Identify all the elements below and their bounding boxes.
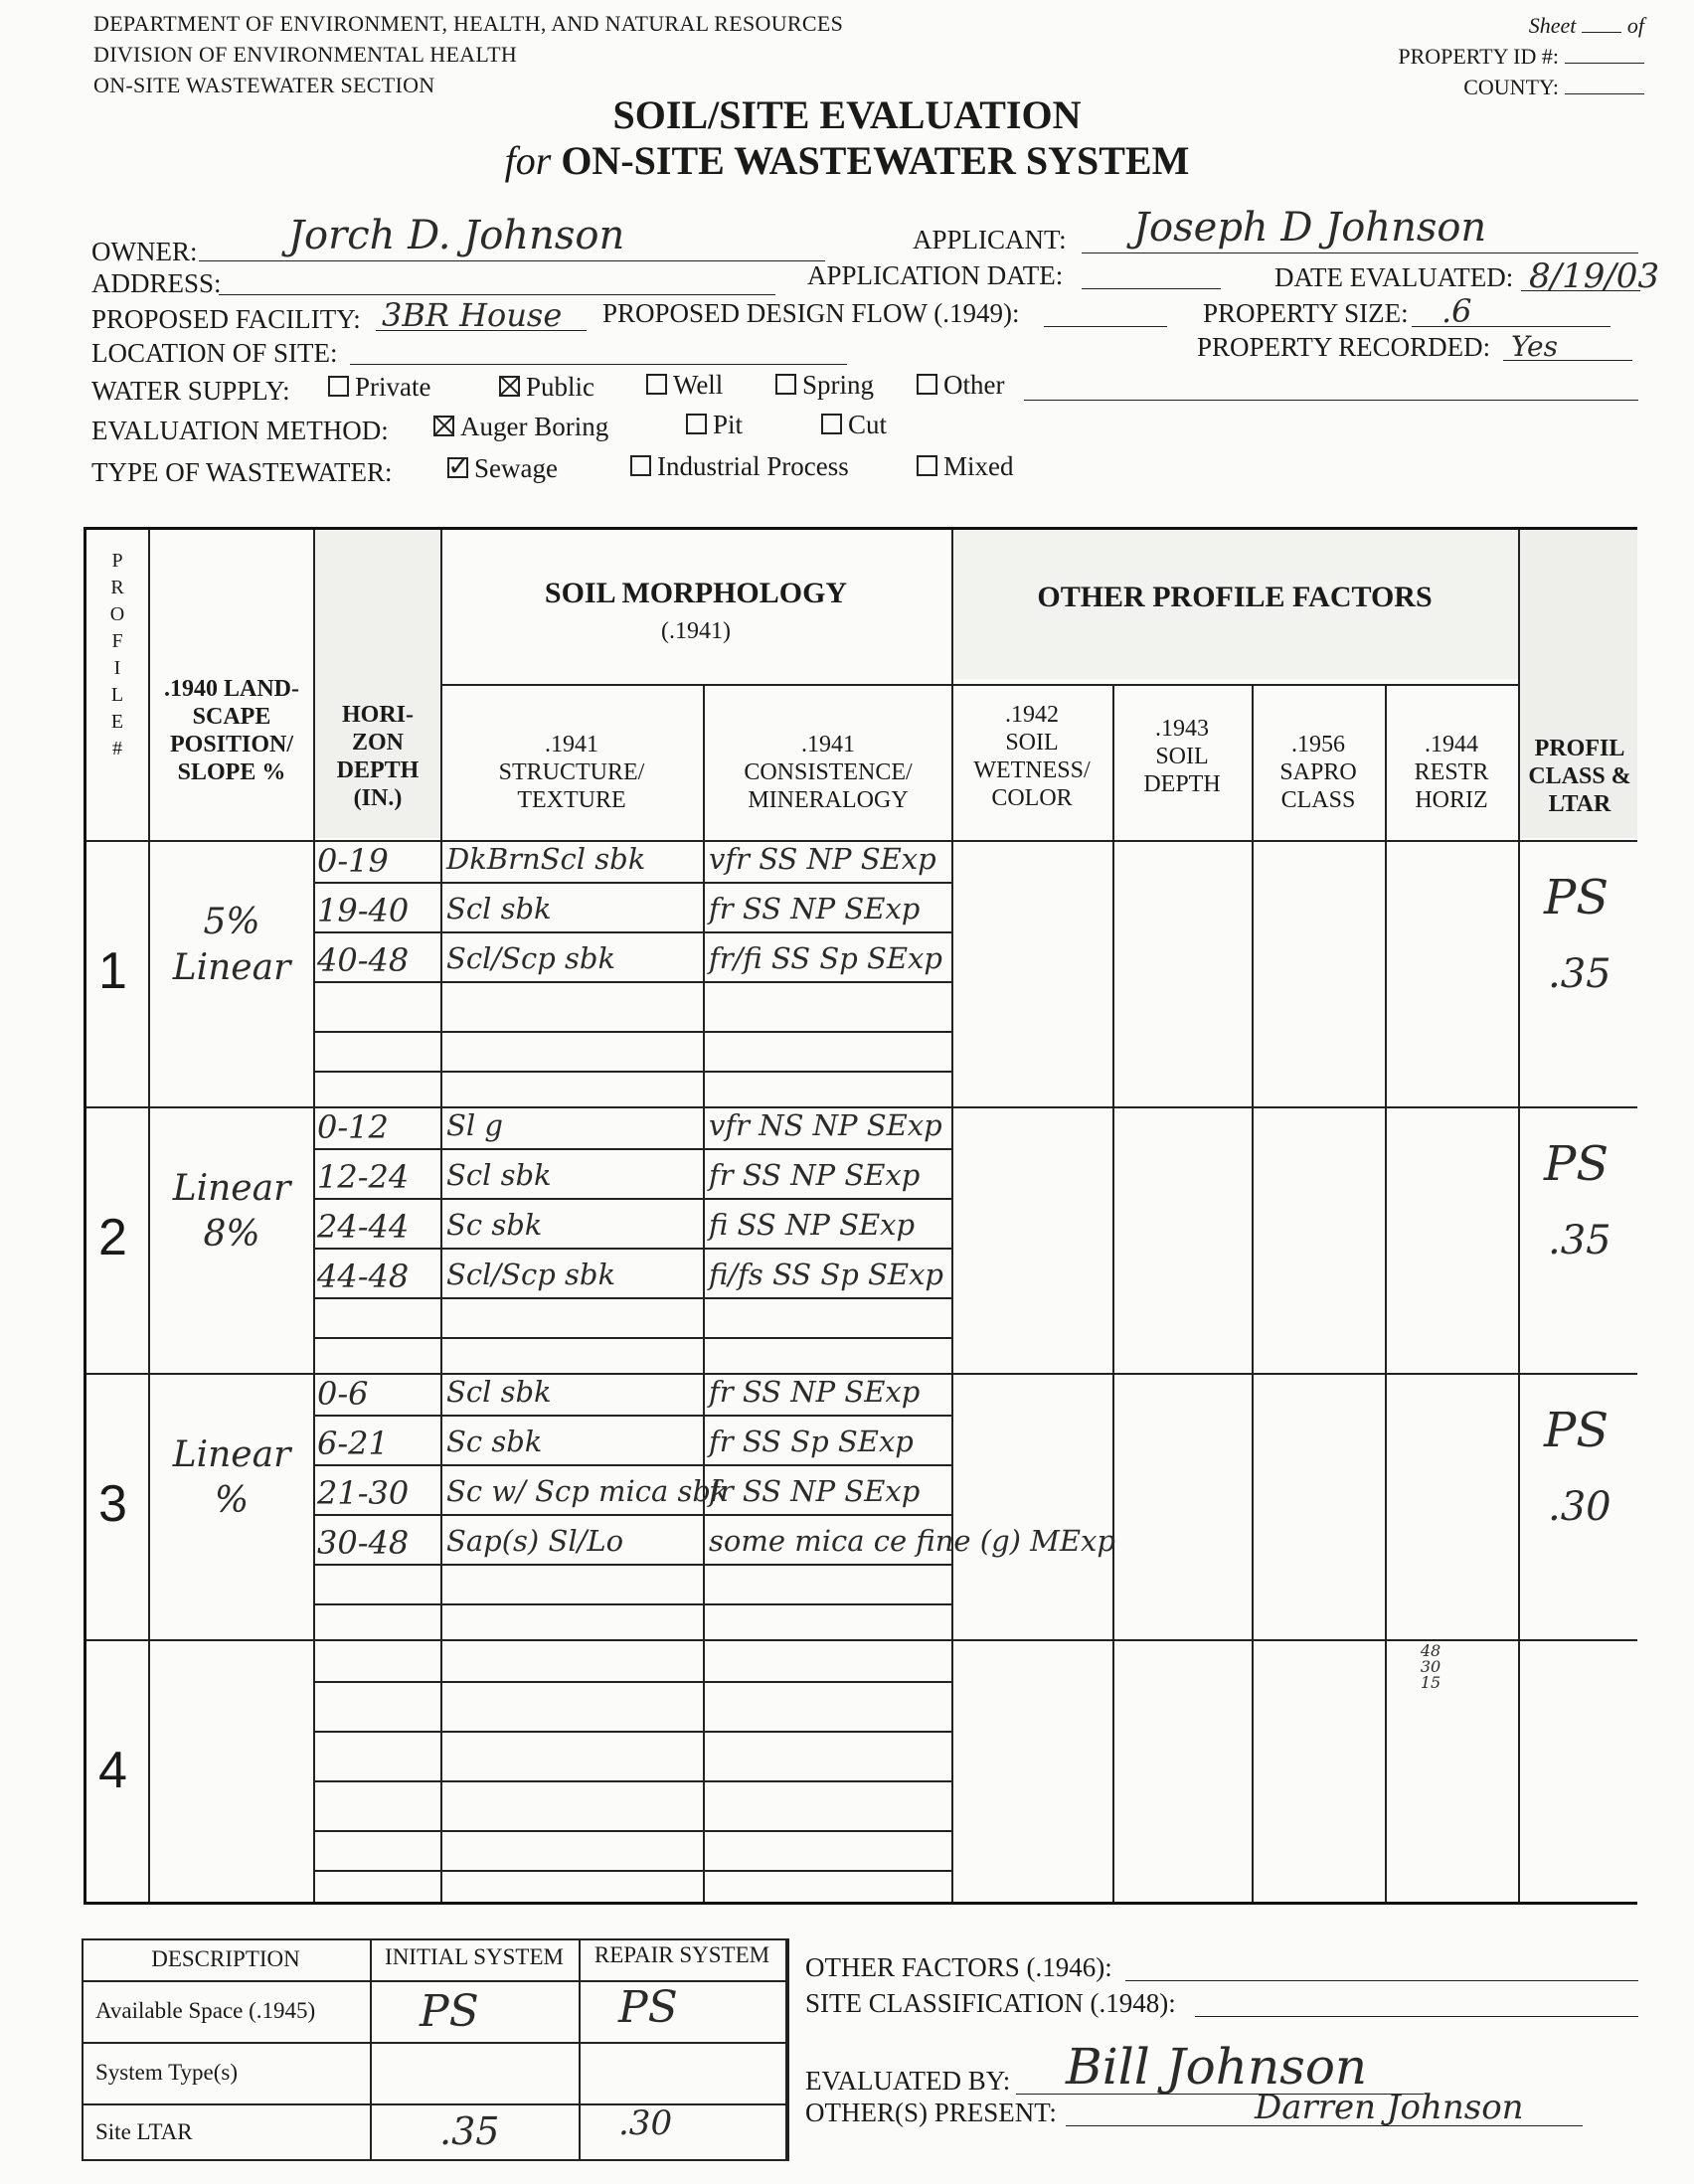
structure-texture-value[interactable]: Scl/Scp sbk — [446, 1258, 616, 1291]
horizon-depth-value[interactable]: 6-21 — [317, 1425, 389, 1462]
water-spring-option[interactable]: Spring — [775, 370, 874, 401]
location-label: LOCATION OF SITE: — [91, 338, 338, 368]
horizon-depth-value[interactable]: 21-30 — [317, 1474, 410, 1512]
property-recorded-value[interactable]: Yes — [1511, 330, 1558, 363]
consistence-value[interactable]: fr SS Sp SExp — [709, 1425, 914, 1458]
profile-ltar-value[interactable]: .30 — [1548, 1484, 1611, 1530]
available-space-label: Available Space (.1945) — [95, 1998, 316, 2023]
form-subtitle: for ON-SITE WASTEWATER SYSTEM — [504, 138, 1190, 183]
consistence-value[interactable]: fr SS NP SExp — [709, 1375, 921, 1409]
water-other-option[interactable]: Other — [917, 370, 1004, 401]
structure-texture-value[interactable]: Sap(s) Sl/Lo — [446, 1524, 624, 1558]
structure-texture-value[interactable]: Scl sbk — [446, 1375, 552, 1409]
horizon-depth-value[interactable]: 44-48 — [317, 1258, 410, 1295]
applicant-value[interactable]: Joseph D Johnson — [1133, 205, 1487, 251]
applicant-label: APPLICANT: — [913, 225, 1067, 254]
address-label: ADDRESS: — [91, 268, 222, 298]
profile-ltar-value[interactable]: .35 — [1548, 951, 1611, 997]
available-space-initial[interactable]: PS — [420, 1986, 479, 2037]
consistence-column-header: .1941 CONSISTENCE/ MINERALOGY — [744, 732, 913, 813]
landscape-value[interactable]: Linear % — [172, 1434, 291, 1521]
structure-texture-value[interactable]: Scl sbk — [446, 892, 552, 925]
consistence-value[interactable]: fr SS NP SExp — [709, 1474, 921, 1508]
horizon-depth-value[interactable]: 0-19 — [317, 842, 389, 880]
site-classification-label: SITE CLASSIFICATION (.1948): — [805, 1988, 1176, 2018]
property-size-value[interactable]: .6 — [1441, 292, 1472, 330]
water-well-option[interactable]: Well — [646, 370, 723, 401]
structure-texture-value[interactable]: Scl/Scp sbk — [446, 941, 616, 975]
consistence-value[interactable]: fi SS NP SExp — [709, 1208, 916, 1242]
sapro-column-header: .1956 SAPRO CLASS — [1279, 732, 1357, 813]
profile-number: 3 — [98, 1475, 127, 1533]
wetness-column-header: .1942 SOIL WETNESS/ COLOR — [973, 702, 1091, 811]
structure-texture-value[interactable]: Sc w/ Scp mica sbk — [446, 1474, 729, 1508]
division-line: DIVISION OF ENVIRONMENTAL HEALTH — [93, 42, 518, 67]
wastewater-type-label: TYPE OF WASTEWATER: — [91, 457, 393, 487]
evaluation-method-label: EVALUATION METHOD: — [91, 416, 389, 445]
others-present-label: OTHER(S) PRESENT: — [805, 2098, 1057, 2127]
checkbox-icon — [821, 414, 842, 434]
horizon-depth-value[interactable]: 24-44 — [317, 1208, 410, 1246]
eval-pit-option[interactable]: Pit — [686, 410, 743, 440]
sheet-info — [1398, 10, 1644, 102]
restr-horiz-note[interactable]: 48 30 15 — [1420, 1641, 1441, 1692]
profile-number: 4 — [98, 1742, 127, 1799]
consistence-value[interactable]: vfr NS NP SExp — [709, 1108, 942, 1142]
horizon-column-header: HORI-ZON DEPTH (IN.) — [336, 702, 420, 811]
soil-evaluation-table — [84, 527, 1637, 1905]
landscape-column-header: .1940 LAND-SCAPE POSITION/ SLOPE % — [164, 676, 299, 785]
landscape-value[interactable]: Linear 8% — [172, 1168, 291, 1255]
soil-morphology-code: (.1941) — [661, 618, 731, 644]
eval-auger-option[interactable]: Auger Boring — [433, 412, 608, 442]
available-space-repair[interactable]: PS — [618, 1982, 678, 2033]
consistence-value[interactable]: fi/fs SS Sp SExp — [709, 1258, 943, 1291]
structure-column-header: .1941 STRUCTURE/ TEXTURE — [498, 732, 645, 813]
soil-morphology-header: SOIL MORPHOLOGY — [544, 577, 848, 609]
checked-checkbox-icon — [433, 416, 454, 436]
ww-mixed-option[interactable]: Mixed — [917, 451, 1014, 482]
structure-texture-value[interactable]: Scl sbk — [446, 1158, 552, 1192]
checkbox-icon — [328, 376, 349, 397]
bottom-section — [82, 1938, 1642, 2162]
landscape-value[interactable]: 5% Linear — [172, 902, 291, 988]
horizon-depth-value[interactable]: 0-6 — [317, 1375, 369, 1413]
checkbox-icon — [630, 455, 651, 476]
department-line: DEPARTMENT OF ENVIRONMENT, HEALTH, AND NATURAL RESOURCES — [93, 11, 844, 36]
structure-texture-value[interactable]: Sc sbk — [446, 1425, 543, 1458]
design-flow-label: PROPOSED DESIGN FLOW (.1949): — [602, 298, 1020, 328]
horizon-depth-value[interactable]: 19-40 — [317, 892, 410, 929]
department-header — [93, 8, 843, 100]
other-factors-label: OTHER FACTORS (.1946): — [805, 1952, 1112, 1982]
description-header: DESCRIPTION — [151, 1946, 300, 1971]
horizon-depth-value[interactable]: 0-12 — [317, 1108, 389, 1146]
date-evaluated-value[interactable]: 8/19/03 — [1529, 256, 1660, 296]
site-ltar-initial[interactable]: .35 — [439, 2109, 500, 2153]
property-size-label: PROPERTY SIZE: — [1203, 298, 1409, 328]
other-profile-factors-header: OTHER PROFILE FACTORS — [1037, 581, 1433, 613]
checked-checkbox-icon — [499, 376, 520, 397]
profile-class-value[interactable]: PS — [1544, 1403, 1609, 1458]
proposed-facility-label: PROPOSED FACILITY: — [91, 304, 361, 334]
system-type-label: System Type(s) — [95, 2060, 238, 2085]
checkbox-icon — [917, 374, 937, 395]
owner-label: OWNER: — [91, 237, 198, 266]
of-label: of — [1626, 13, 1644, 38]
evaluated-by-label: EVALUATED BY: — [805, 2066, 1011, 2096]
profile-class-column-header: PROFIL CLASS & LTAR — [1528, 736, 1631, 817]
structure-texture-value[interactable]: Sc sbk — [446, 1208, 543, 1242]
checkbox-icon — [686, 414, 707, 434]
consistence-value[interactable]: fr SS NP SExp — [709, 892, 921, 925]
ww-industrial-option[interactable]: Industrial Process — [630, 451, 849, 482]
county-label: COUNTY: — [1463, 75, 1559, 99]
consistence-value[interactable]: fr SS NP SExp — [709, 1158, 921, 1192]
horizon-depth-value[interactable]: 40-48 — [317, 941, 410, 979]
structure-texture-value[interactable]: DkBrnScl sbk — [446, 842, 646, 876]
section-line: ON-SITE WASTEWATER SECTION — [93, 73, 435, 97]
site-ltar-repair[interactable]: .30 — [618, 2103, 673, 2143]
evaluated-by-signature[interactable]: Bill Johnson — [1066, 2038, 1368, 2096]
consistence-value[interactable]: fr/fi SS Sp SExp — [709, 941, 942, 975]
water-private-option[interactable]: Private — [328, 372, 430, 403]
ww-sewage-option[interactable]: ✓ Sewage — [447, 453, 558, 484]
eval-cut-option[interactable]: Cut — [821, 410, 887, 440]
profile-ltar-value[interactable]: .35 — [1548, 1218, 1611, 1263]
checkbox-icon — [917, 455, 937, 476]
site-ltar-label: Site LTAR — [95, 2119, 193, 2144]
water-supply-label: WATER SUPPLY: — [91, 376, 290, 406]
profile-class-value[interactable]: PS — [1544, 1136, 1609, 1192]
proposed-facility-value[interactable]: 3BR House — [382, 296, 563, 334]
water-public-option[interactable]: Public — [499, 372, 594, 403]
consistence-value[interactable]: vfr SS NP SExp — [709, 842, 936, 876]
profile-number: 1 — [98, 942, 127, 1000]
date-evaluated-label: DATE EVALUATED: — [1274, 262, 1514, 292]
others-present-signature[interactable]: Darren Johnson — [1255, 2088, 1524, 2127]
checked-checkbox-icon — [447, 457, 468, 478]
property-id-label: PROPERTY ID #: — [1398, 44, 1559, 69]
structure-texture-value[interactable]: Sl g — [446, 1108, 503, 1142]
property-recorded-label: PROPERTY RECORDED: — [1197, 332, 1491, 362]
consistence-value[interactable]: some mica ce fine (g) MExp — [709, 1524, 1115, 1558]
form-title: SOIL/SITE EVALUATION — [612, 92, 1082, 137]
initial-system-header: INITIAL SYSTEM — [385, 1944, 564, 1969]
owner-value[interactable]: Jorch D. Johnson — [288, 213, 625, 258]
horizon-depth-value[interactable]: 30-48 — [317, 1524, 410, 1562]
profile-number: 2 — [98, 1209, 127, 1266]
checkbox-icon — [646, 374, 667, 395]
profile-column-header: P R O F I L E # — [109, 550, 125, 759]
sheet-label: Sheet — [1528, 13, 1577, 38]
restr-column-header: .1944 RESTR HORIZ — [1414, 732, 1489, 813]
checkbox-icon — [775, 374, 796, 395]
property-id-field[interactable] — [1565, 63, 1644, 64]
profile-class-value[interactable]: PS — [1544, 870, 1609, 925]
application-date-label: APPLICATION DATE: — [807, 260, 1064, 290]
repair-system-header: REPAIR SYSTEM — [593, 1942, 770, 1967]
soil-depth-column-header: .1943 SOIL DEPTH — [1143, 716, 1221, 797]
horizon-depth-value[interactable]: 12-24 — [317, 1158, 410, 1196]
